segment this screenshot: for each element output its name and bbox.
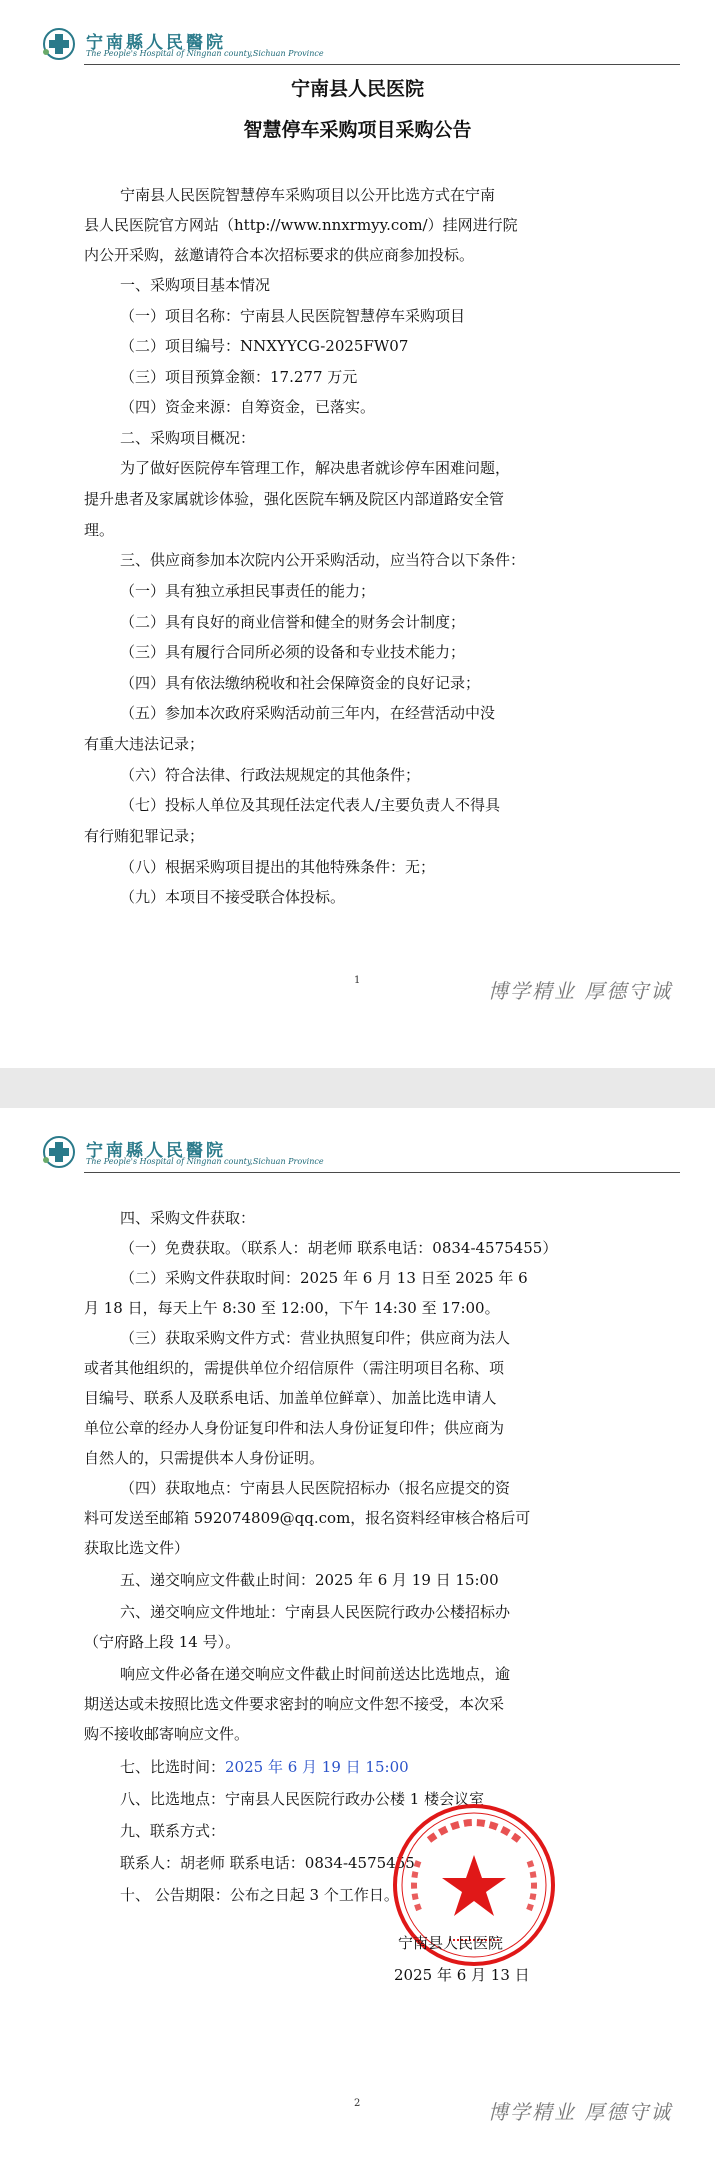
- paragraph-line: 单位公章的经办人身份证复印件和法人身份证复印件；供应商为: [84, 1419, 505, 1437]
- paragraph-line: 购不接收邮寄响应文件。: [84, 1725, 250, 1743]
- paragraph-line: （宁府路上段 14 号）。: [84, 1633, 241, 1651]
- paragraph-line: （三）具有履行合同所必须的设备和专业技术能力；: [120, 643, 466, 661]
- section-heading: 五、递交响应文件截止时间：2025 年 6 月 19 日 15:00: [120, 1571, 499, 1589]
- contact-line: 联系人：胡老师 联系电话：0834-4575455: [120, 1854, 415, 1872]
- paragraph-line: 获取比选文件）: [84, 1539, 190, 1557]
- paragraph-line: 有行贿犯罪记录；: [84, 827, 205, 845]
- paragraph-line: （一）项目名称：宁南县人民医院智慧停车采购项目: [120, 307, 466, 325]
- paragraph-line: 自然人的，只需提供本人身份证明。: [84, 1449, 325, 1467]
- bidding-time-label: 七、比选时间：: [120, 1758, 226, 1776]
- paragraph-line: （四）资金来源：自筹资金，已落实。: [120, 398, 376, 416]
- section-heading: 四、采购文件获取：: [120, 1209, 256, 1227]
- section-heading: 九、联系方式：: [120, 1822, 226, 1840]
- hospital-header: [40, 1130, 680, 1176]
- section-heading: 八、比选地点：宁南县人民医院行政办公楼 1 楼会议室: [120, 1790, 485, 1808]
- section-heading: 一、采购项目基本情况: [120, 276, 271, 294]
- hospital-motto: 博学精业 厚德守诚: [488, 2100, 673, 2124]
- section-heading: 二、采购项目概况：: [120, 429, 256, 447]
- paragraph-line: 内公开采购，兹邀请符合本次招标要求的供应商参加投标。: [84, 246, 475, 264]
- paragraph-line: 提升患者及家属就诊体验，强化医院车辆及院区内部道路安全管: [84, 490, 505, 508]
- section-heading: 三、供应商参加本次院内公开采购活动，应当符合以下条件：: [120, 551, 526, 569]
- paragraph-line: 或者其他组织的，需提供单位介绍信原件（需注明项目名称、项: [84, 1359, 505, 1377]
- paragraph-line: 有重大违法记录；: [84, 735, 205, 753]
- paragraph-line: （五）参加本次政府采购活动前三年内，在经营活动中没: [120, 704, 496, 722]
- header-divider: [84, 1172, 680, 1173]
- paragraph-line: 期送达或未按照比选文件要求密封的响应文件恕不接受，本次采: [84, 1695, 505, 1713]
- section-heading: 六、递交响应文件地址：宁南县人民医院行政办公楼招标办: [120, 1603, 511, 1621]
- paragraph-line: （一）免费获取。（联系人：胡老师 联系电话：0834-4575455）: [120, 1239, 558, 1257]
- document-page-1: [0, 0, 715, 1068]
- paragraph-line: 宁南县人民医院智慧停车采购项目以公开比选方式在宁南: [120, 186, 496, 204]
- paragraph-line: 响应文件必备在递交响应文件截止时间前送达比选地点，逾: [120, 1665, 511, 1683]
- hospital-logo-icon: [40, 1134, 78, 1170]
- paragraph-line: （二）项目编号：NNXYYCG-2025FW07: [120, 337, 409, 355]
- paragraph-line: 县人民医院官方网站（http://www.nnxrmyy.com/）挂网进行院: [84, 216, 518, 234]
- section-heading: 十、 公告期限：公布之日起 3 个工作日。: [120, 1886, 399, 1904]
- paragraph-line: （七）投标人单位及其现任法定代表人/主要负责人不得具: [120, 796, 501, 814]
- hospital-header: [40, 22, 680, 68]
- paragraph-line: （三）项目预算金额：17.277 万元: [120, 368, 358, 386]
- paragraph-line: 料可发送至邮箱 592074809@qq.com，报名资料经审核合格后可: [84, 1509, 531, 1527]
- paragraph-line: 理。: [84, 521, 115, 539]
- doc-title-notice: 智慧停车采购项目采购公告: [243, 119, 472, 141]
- paragraph-line: （二）采购文件获取时间：2025 年 6 月 13 日至 2025 年 6: [120, 1269, 528, 1287]
- paragraph-line: 月 18 日，每天上午 8:30 至 12:00，下午 14:30 至 17:00。: [84, 1299, 500, 1317]
- paragraph-line: （四）具有依法缴纳税收和社会保障资金的良好记录；: [120, 674, 481, 692]
- page-number: 2: [354, 2098, 361, 2109]
- header-divider: [84, 64, 680, 65]
- page-number: 1: [354, 975, 361, 986]
- doc-title-hospital: 宁南县人民医院: [290, 78, 424, 100]
- paragraph-line: 目编号、联系人及联系电话、加盖单位鲜章）、加盖比选申请人: [84, 1389, 497, 1407]
- paragraph-line: （三）获取采购文件方式：营业执照复印件；供应商为法人: [120, 1329, 511, 1347]
- paragraph-line: （八）根据采购项目提出的其他特殊条件：无；: [120, 858, 436, 876]
- paragraph-line: 为了做好医院停车管理工作，解决患者就诊停车困难问题，: [120, 459, 511, 477]
- hospital-logo-icon: [40, 26, 78, 62]
- paragraph-line: （一）具有独立承担民事责任的能力；: [120, 582, 376, 600]
- hospital-name-cn: 宁南縣人民醫院: [86, 33, 226, 53]
- hospital-name-en: The People's Hospital of Ningnan county,Sichuan Province: [86, 49, 324, 58]
- signature-date: 2025 年 6 月 13 日: [394, 1966, 530, 1984]
- hospital-name-cn: 宁南縣人民醫院: [86, 1141, 226, 1161]
- hospital-name-en: The People's Hospital of Ningnan county,Sichuan Province: [86, 1157, 324, 1166]
- paragraph-line: （九）本项目不接受联合体投标。: [120, 888, 346, 906]
- paragraph-line: （二）具有良好的商业信誉和健全的财务会计制度；: [120, 613, 466, 631]
- hospital-motto: 博学精业 厚德守诚: [488, 979, 673, 1003]
- signature-org: 宁南县人民医院: [398, 1934, 504, 1952]
- paragraph-line: （六）符合法律、行政法规规定的其他条件；: [120, 766, 421, 784]
- paragraph-line: （四）获取地点：宁南县人民医院招标办（报名应提交的资: [120, 1479, 511, 1497]
- bidding-time-value: 2025 年 6 月 19 日 15:00: [225, 1758, 409, 1776]
- bidding-time-row: [120, 1752, 409, 1782]
